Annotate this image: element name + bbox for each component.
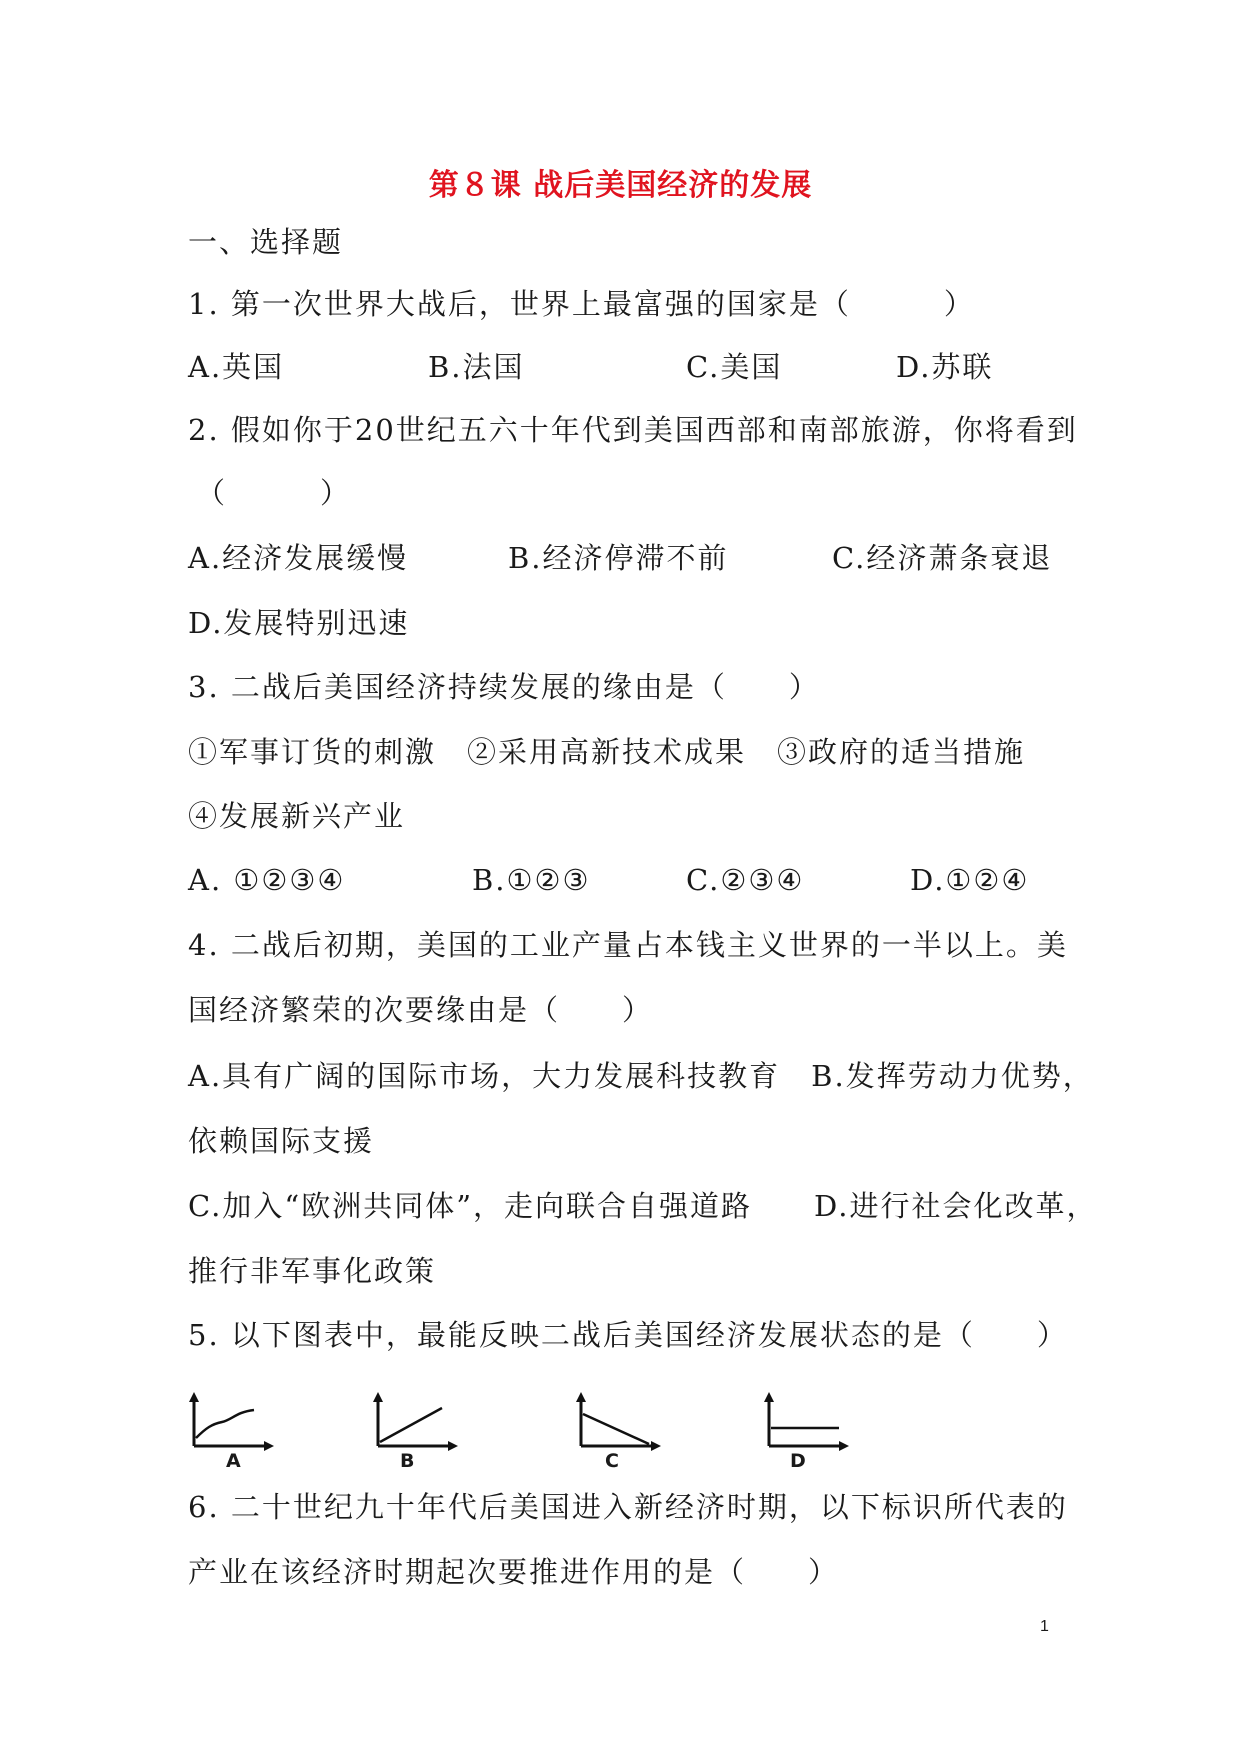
chart-d-figure	[763, 1392, 853, 1452]
question-2-stem: 2. 假如你于20世纪五六十年代到美国西部和南部旅游，你将看到	[188, 413, 1078, 447]
q1-option-c: C.美国	[686, 350, 783, 384]
question-2-stem-cont: （ ）	[196, 476, 352, 510]
chart-c-label: C	[605, 1450, 619, 1472]
q2-option-a: A.经济发展缓慢	[188, 541, 409, 575]
page-number: 1	[1040, 1618, 1049, 1635]
q4-option-a-b: A.具有广阔的国际市场，大力发展科技教育 B.发挥劳动力优势，	[188, 1059, 1094, 1093]
question-5-stem: 5. 以下图表中，最能反映二战后美国经济发展状态的是（ ）	[188, 1318, 1068, 1352]
q3-option-b: B.①②③	[472, 863, 591, 897]
q2-option-d: D.发展特别迅速	[188, 606, 410, 640]
question-4-stem: 4. 二战后初期，美国的工业产量占本钱主义世界的一半以上。美	[188, 928, 1068, 962]
q3-option-c: C.②③④	[686, 863, 805, 897]
chart-b-figure	[372, 1392, 462, 1452]
question-1-stem: 1. 第一次世界大战后，世界上最富强的国家是（ ）	[188, 287, 975, 321]
chart-d-label: D	[790, 1450, 806, 1472]
q3-option-d: D.①②④	[910, 863, 1030, 897]
question-6-stem-cont: 产业在该经济时期起次要推进作用的是（ ）	[188, 1555, 840, 1589]
question-6-stem: 6. 二十世纪九十年代后美国进入新经济时期，以下标识所代表的	[188, 1490, 1068, 1524]
q2-option-c: C.经济萧条衰退	[832, 541, 1053, 575]
q2-option-b: B.经济停滞不前	[508, 541, 729, 575]
chart-b-label: B	[400, 1450, 415, 1472]
q1-option-b: B.法国	[428, 350, 525, 384]
section-heading: 一、选择题	[188, 225, 344, 259]
page-title: 第８课 战后美国经济的发展	[428, 168, 813, 203]
q4-option-c-d: C.加入“欧洲共同体”，走向联合自强道路 D.进行社会化改革，	[188, 1189, 1098, 1223]
chart-a-figure	[188, 1392, 278, 1452]
chart-a-label: A	[226, 1450, 241, 1472]
q4-option-b-cont: 依赖国际支援	[188, 1124, 375, 1158]
q1-option-a: A.英国	[188, 350, 285, 384]
q4-option-d-cont: 推行非军事化政策	[188, 1254, 437, 1288]
q3-items-line1: ①军事订货的刺激 ②采用高新技术成果 ③政府的适当措施	[188, 735, 1026, 769]
q3-items-line2: ④发展新兴产业	[188, 799, 406, 833]
chart-c-figure	[575, 1392, 665, 1452]
q3-option-a: A. ①②③④	[188, 863, 346, 897]
question-4-stem-cont: 国经济繁荣的次要缘由是（ ）	[188, 993, 654, 1027]
q1-option-d: D.苏联	[896, 350, 994, 384]
question-3-stem: 3. 二战后美国经济持续发展的缘由是（ ）	[188, 670, 820, 704]
